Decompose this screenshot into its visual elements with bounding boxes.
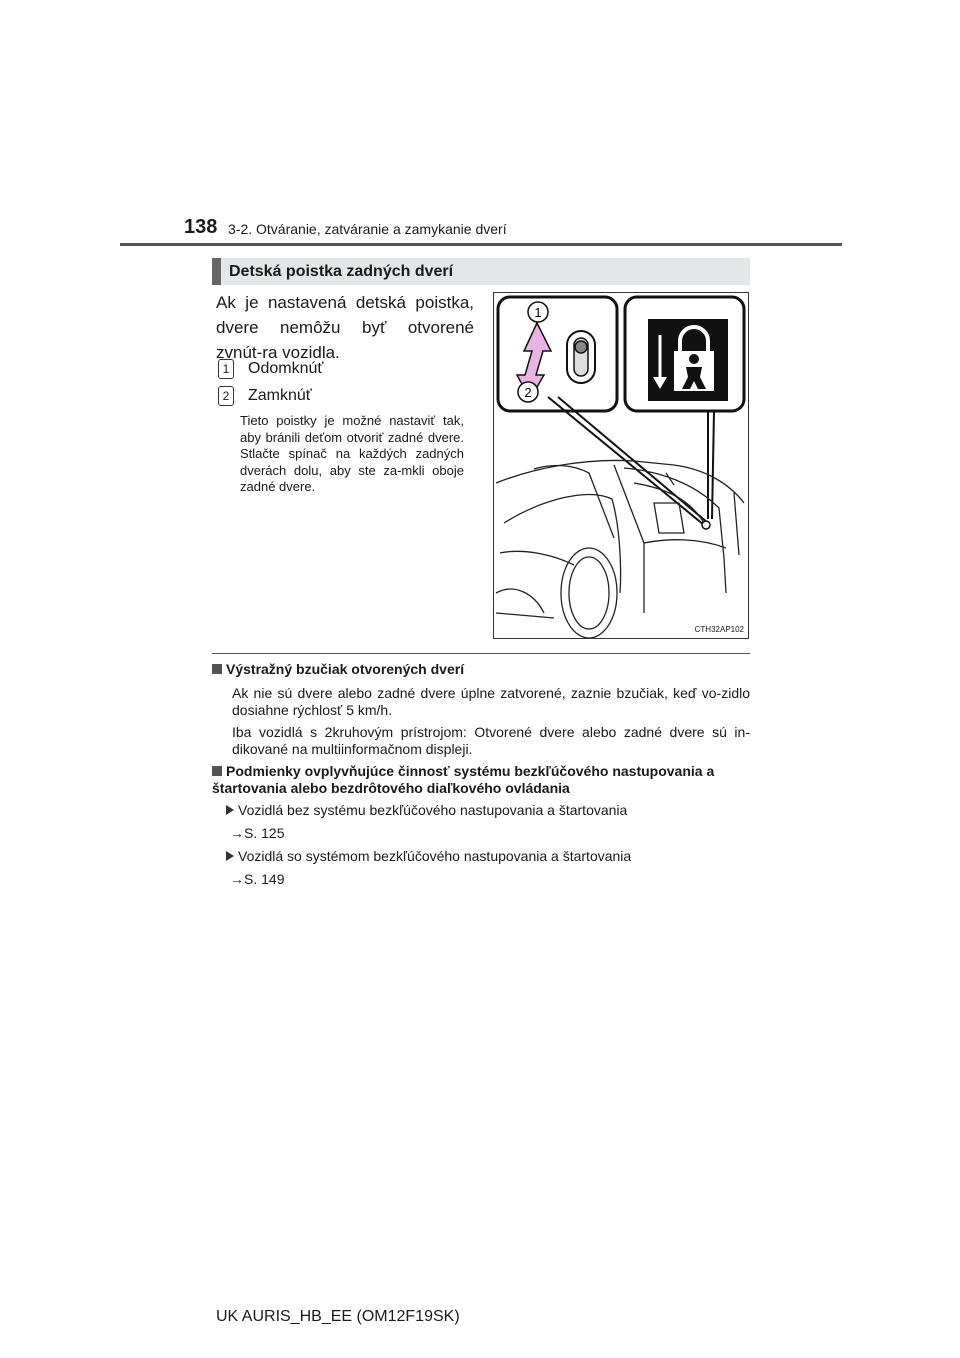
list-item-text: Vozidlá so systémom bezkľúčového nastupovania a štartovania: [238, 848, 632, 864]
square-bullet-icon: [212, 664, 222, 674]
callout-label: Zamknúť: [248, 387, 312, 404]
section-title: Detská poistka zadných dverí: [212, 258, 750, 285]
note-heading-keyless: [212, 763, 750, 797]
marker-1-label: 1: [534, 305, 542, 320]
list-item: [226, 848, 631, 865]
lock-switch-location: [702, 521, 710, 529]
leader-line-left-2: [558, 397, 708, 523]
section-divider: [212, 653, 750, 654]
page-reference: →S. 149: [230, 871, 285, 887]
note-paragraph: Iba vozidlá s 2kruhovým prístrojom: Otvorené dvere alebo zadné dvere sú in-dikované na multiinformačnom displeji.: [232, 724, 750, 757]
footer-model: UK AURIS_HB_EE (OM12F19SK): [216, 1308, 460, 1325]
switch-knob: [575, 341, 587, 353]
list-item: [226, 802, 627, 819]
callout-number: 1: [218, 359, 234, 379]
page-reference: →S. 125: [230, 825, 285, 841]
car-rear-door-drawing: [496, 460, 744, 638]
callout-unlock: [218, 359, 323, 379]
illustration-svg: [494, 293, 748, 638]
note-heading-buzzer: [212, 661, 750, 678]
callout-number: 2: [218, 386, 234, 406]
note-heading-text: Podmienky ovplyvňujúce činnosť systému bezkľúčového nastupovania a štartovania alebo bezdrôtového diaľkového ovládania: [212, 763, 715, 796]
triangle-bullet-icon: [226, 805, 234, 815]
header-divider: [120, 243, 842, 246]
page-number: 138: [184, 216, 218, 238]
callout-lock: [218, 386, 312, 406]
child-lock-note: Tieto poistky je možné nastaviť tak, aby bránili deťom otvoriť zadné dvere. Stlačte spínač na každých zadných dverách dolu, aby ste za-mkli oboje zadné dvere.: [240, 413, 464, 494]
marker-2-label: 2: [524, 385, 532, 400]
intro-text: Ak je nastavená detská poistka, dvere nemôžu byť otvorené zvnút-ra vozidla.: [216, 293, 474, 362]
square-bullet-icon: [212, 766, 222, 776]
triangle-bullet-icon: [226, 851, 234, 861]
list-item-text: Vozidlá bez systému bezkľúčového nastupovania a štartovania: [238, 802, 628, 818]
figure-code: CTH32AP102: [694, 625, 744, 634]
switch-inset: [498, 297, 617, 411]
note-paragraph: Ak nie sú dvere alebo zadné dvere úplne zatvorené, zaznie bzučiak, keď vo-zidlo dosiahne rýchlosť 5 km/h.: [232, 685, 750, 718]
running-head: 3-2. Otváranie, zatváranie a zamykanie dverí: [228, 221, 507, 237]
child-lock-illustration: [493, 292, 749, 639]
callout-label: Odomknúť: [248, 360, 324, 377]
note-heading-text: Výstražný bzučiak otvorených dverí: [226, 661, 465, 677]
child-head-icon: [689, 354, 699, 364]
